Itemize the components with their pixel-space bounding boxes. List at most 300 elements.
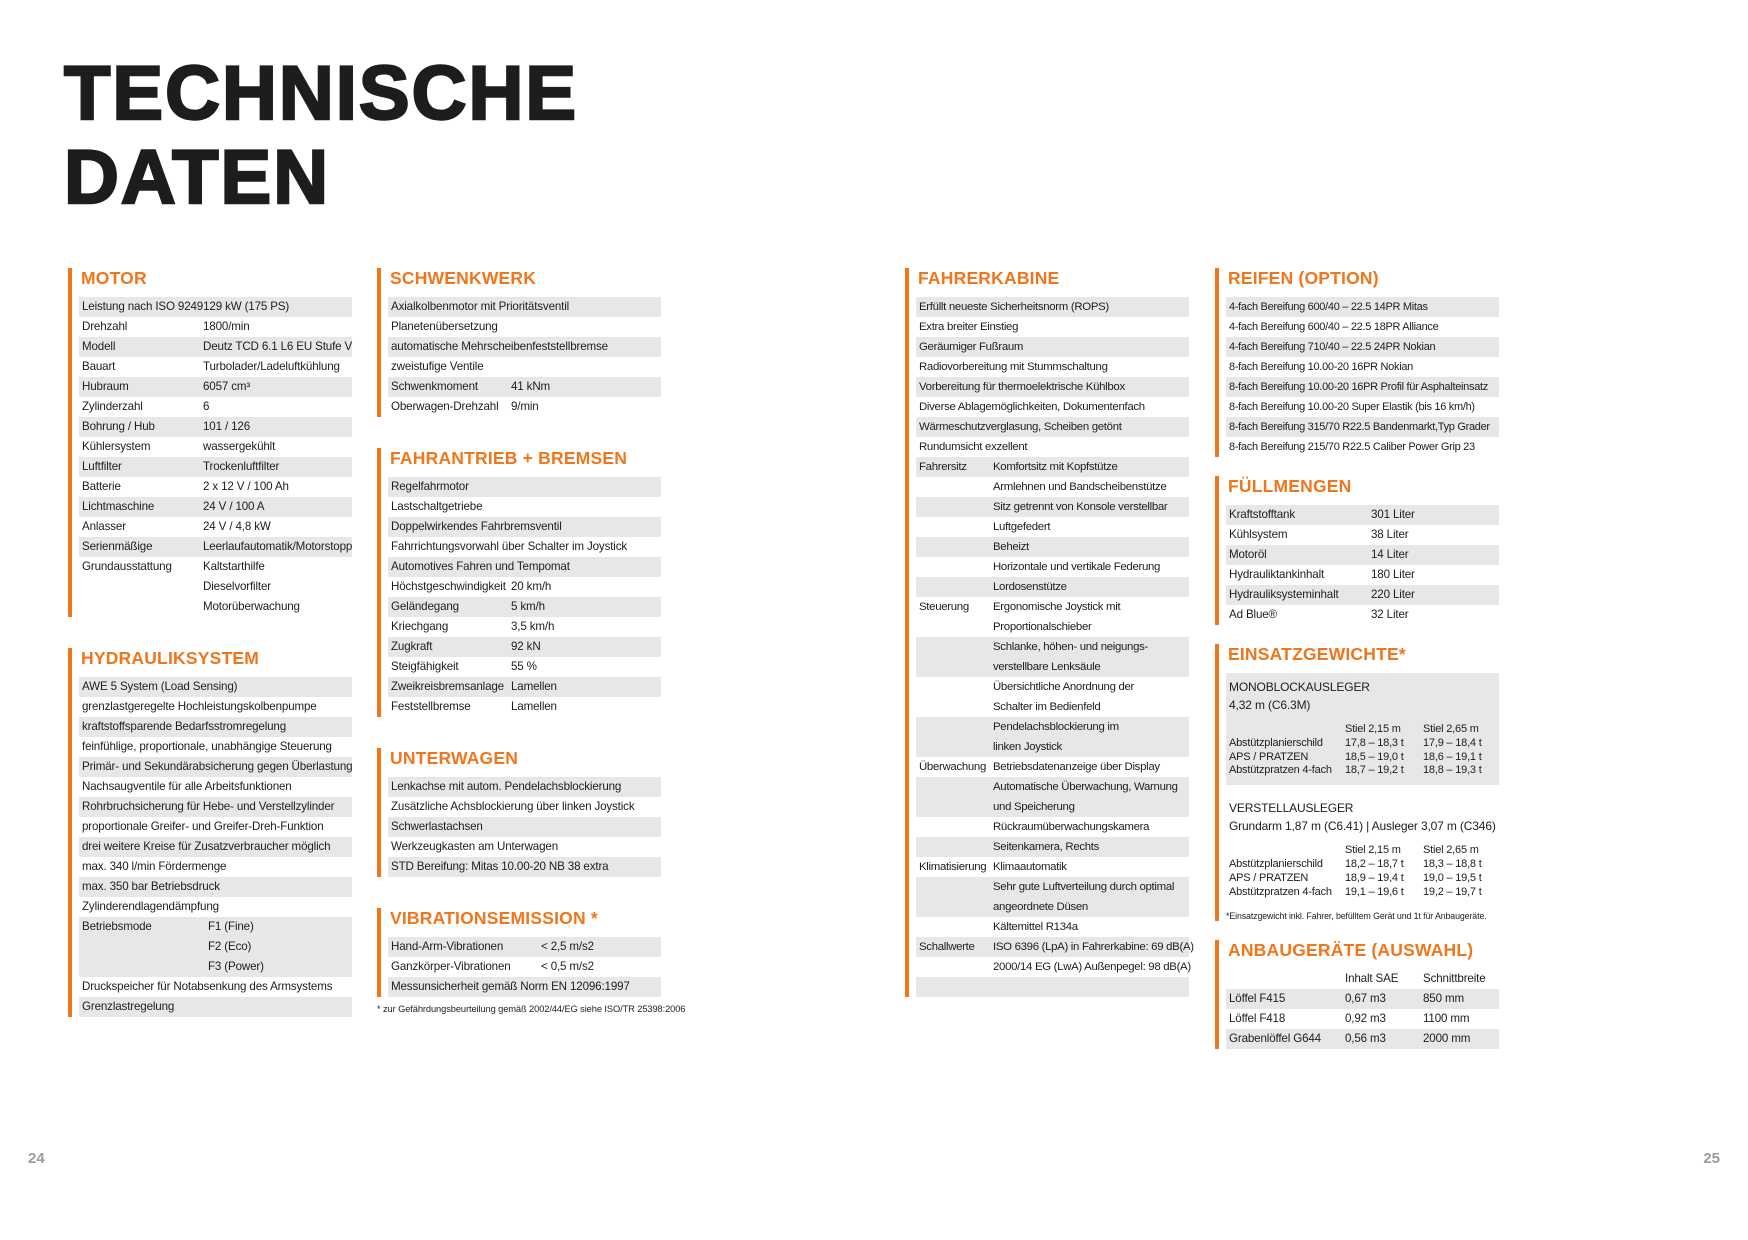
row-values [993,597,1186,637]
row-label: Oberwagen-Drehzahl [391,400,499,413]
table-row [916,517,1189,537]
table-row [1226,505,1499,525]
table-row [916,577,1189,597]
table-row [916,677,1189,717]
column-3 [905,268,1194,1028]
cell: 17,8 – 18,3 t [1345,736,1404,749]
row-values [203,337,352,357]
cell: 0,92 m3 [1345,1012,1386,1026]
section-title: FAHRANTRIEB + BREMSEN [390,448,628,468]
table-row: AWE 5 System (Load Sensing) [79,677,352,697]
row-value: Seitenkamera, Rechts [993,841,1100,853]
row-label [919,557,993,577]
cell: 18,7 – 19,2 t [1345,764,1404,777]
row-label: Fahrersitz [919,461,967,473]
row-value: linken Joystick [993,741,1062,753]
cell: APS / PRATZEN [1229,750,1309,763]
row-value: Ergonomische Joystick mit [993,601,1121,613]
table-row [1229,872,1494,886]
cell: Abstützplanierschild [1229,857,1323,870]
row-label [919,957,993,977]
row-value: 20 km/h [511,580,552,593]
row-values [993,497,1186,517]
weights-subtitle: VERSTELLAUSLEGER [1229,801,1354,816]
table-row [79,377,352,397]
table-row: zweistufige Ventile [391,360,484,373]
row-value: Sehr gute Luftverteilung durch optimal [993,881,1175,893]
row-value: 41 kNm [511,380,551,393]
section-body [1215,476,1499,625]
row-value: wassergekühlt [203,440,276,453]
row-values [203,297,349,317]
table-row [1229,886,1494,900]
row-values [993,457,1186,477]
row-value: Automatische Überwachung, Warnung [993,781,1178,793]
section-rows [1226,297,1499,457]
row-value: < 0,5 m/s2 [541,960,594,973]
table-row [1226,585,1499,605]
row-values [203,417,349,437]
row-value: 220 Liter [1371,588,1415,601]
table-row [388,397,661,417]
table-row: drei weitere Kreise für Zusatzverbraucher möglich [79,837,352,857]
section-title: UNTERWAGEN [390,748,519,768]
row-label: Serienmäßige [82,540,153,553]
row-value: Leerlaufautomatik/Motorstopp [203,540,353,553]
row-values [993,937,1194,957]
table-row: 8-fach Bereifung 215/70 R22.5 Caliber Power Grip 23 [1229,441,1475,453]
row-values [208,917,349,977]
row-label: Hydrauliksysteminhalt [1229,588,1339,601]
table-row [79,517,352,537]
row-value: 32 Liter [1371,608,1409,621]
cell: 17,9 – 18,4 t [1423,736,1482,749]
table-row [1229,751,1494,765]
row-value: 92 kN [511,640,541,653]
weights-subtitle: MONOBLOCKAUSLEGER [1229,680,1370,694]
row-value: 5 km/h [511,600,545,613]
row-label: Feststellbremse [391,700,471,713]
row-label: Motoröl [1229,548,1267,561]
cell: 19,0 – 19,5 t [1423,871,1482,884]
table-row: Geräumiger Fußraum [916,337,1189,357]
section-rows [79,677,352,1017]
table-row [1229,764,1494,778]
section-body [377,748,661,877]
cell: 18,6 – 19,1 t [1423,750,1482,763]
section-unterwagen [377,748,661,877]
row-value: Dieselvorfilter [203,580,271,593]
row-values [511,377,658,397]
row-value: Kältemittel R134a [993,921,1078,933]
table-row [916,937,1194,957]
table-row [916,477,1189,497]
row-value: 24 V / 100 A [203,500,265,513]
row-label: Geländegang [391,600,459,613]
table-row: 8-fach Bereifung 10.00-20 16PR Profil für Asphalteinsatz [1226,377,1499,397]
table-row [79,357,352,377]
table-row [79,397,352,417]
row-label: Höchstgeschwindigkeit [391,580,506,593]
weights-col-header [1229,723,1345,737]
row-value: angeordnete Düsen [993,901,1088,913]
row-values [993,717,1186,757]
section-body [1215,644,1499,921]
row-label: Zweikreisbremsanlage [391,680,504,693]
cell: Löffel F415 [1229,992,1286,1006]
table-row [916,757,1189,777]
table-row: Fahrrichtungsvorwahl über Schalter im Joystick [391,540,628,553]
weights-subtitle: 4,32 m (C6.3M) [1229,698,1311,712]
table-row [916,497,1189,517]
row-value: 2 x 12 V / 100 Ah [203,480,289,493]
table-row: max. 340 l/min Fördermenge [82,860,227,873]
table-row [916,717,1189,757]
row-value: Turbolader/Ladeluftkühlung [203,360,340,373]
row-label: Leistung nach ISO 9249 [82,300,204,313]
table-row: Lastschaltgetriebe [391,500,483,513]
section-rows [916,297,1194,997]
row-value: Armlehnen und Bandscheibenstütze [993,481,1167,493]
section-rows [1226,673,1499,906]
row-values [993,957,1191,977]
row-value: ISO 6396 (LpA) in Fahrerkabine: 69 dB(A) [993,941,1194,953]
page-title-line-2: DATEN [64,134,331,220]
row-label [919,577,993,597]
table-row: 8-fach Bereifung 10.00-20 Super Elastik (bis 16 km/h) [1229,401,1475,413]
row-values [203,377,349,397]
table-row [1226,565,1499,585]
cell: Abstützpratzen 4-fach [1229,764,1332,777]
cell: 18,9 – 19,4 t [1345,871,1404,884]
row-label: Schallwerte [919,941,975,953]
page-number-right: 25 [1703,1150,1720,1167]
table-row: STD Bereifung: Mitas 10.00-20 NB 38 extra [388,857,661,877]
row-values [993,777,1186,817]
row-value: < 2,5 m/s2 [541,940,594,953]
page-title [64,52,578,219]
col-header [1229,969,1345,989]
section-title: FAHRERKABINE [918,268,1060,288]
row-value: 38 Liter [1371,528,1409,541]
cell: 850 mm [1423,992,1464,1006]
table-row [79,537,352,557]
row-value: Lordosenstütze [993,581,1067,593]
row-values [203,477,349,497]
table-row: 4-fach Bereifung 600/40 – 22.5 14PR Mitas [1226,297,1499,317]
row-value: Lamellen [511,700,557,713]
table-row [916,777,1189,817]
row-label: Drehzahl [82,320,128,333]
row-values [993,557,1186,577]
cell: Löffel F418 [1229,1012,1286,1026]
row-label: Kühlersystem [82,440,151,453]
table-row [79,297,352,317]
row-label [919,677,993,717]
row-values [511,697,658,717]
row-values [541,937,658,957]
row-label: Kriechgang [391,620,449,633]
section-rows [79,297,352,617]
table-row [1226,1009,1499,1029]
section-rows [388,477,661,717]
weights-col-header: Stiel 2,65 m [1423,723,1479,735]
table-row: 8-fach Bereifung 315/70 R22.5 Bandenmarkt,Typ Grader [1226,417,1499,437]
row-values [203,457,349,477]
table-row: Wärmeschutzverglasung, Scheiben getönt [916,417,1189,437]
row-value: Klimaautomatik [993,861,1067,873]
row-label: Grundausstattung [82,560,172,573]
table-row [916,877,1189,917]
row-label [919,777,993,817]
row-value: Horizontale und vertikale Federung [993,561,1161,573]
section-reifen [1215,268,1499,457]
row-values [1371,525,1496,545]
table-row [916,957,1189,977]
weights-block [1226,673,1499,785]
row-value: 129 kW (175 PS) [203,300,290,313]
section-rows [388,937,661,997]
table-row: Zylinderendlagendämpfung [82,900,219,913]
row-value: Deutz TCD 6.1 L6 EU Stufe V [203,340,353,353]
table-row [388,657,661,677]
section-rows [1226,969,1499,1049]
section-footnote: *Einsatzgewicht inkl. Fahrer, befülltem Gerät und 1t für Anbaugeräte. [1226,911,1487,922]
weights-col-headers [1229,844,1494,858]
row-values [511,637,658,657]
row-label: Lichtmaschine [82,500,155,513]
row-label: Betriebsmode [82,920,152,933]
section-title: EINSATZGEWICHTE* [1228,644,1406,664]
row-values [541,957,658,977]
row-values [993,917,1186,937]
row-label: Hand-Arm-Vibrationen [391,940,504,953]
section-einsatzgewichte [1215,644,1499,921]
column-1 [68,268,352,1048]
table-row: Planetenübersetzung [391,320,498,333]
row-values [993,477,1186,497]
row-values [203,397,349,417]
table-row [388,697,661,717]
table-row [916,457,1189,477]
table-row [388,937,661,957]
cell: Abstützpratzen 4-fach [1229,885,1332,898]
row-label: Hubraum [82,380,129,393]
table-row: Rundumsicht exzellent [919,441,1028,453]
section-body [1215,940,1499,1049]
section-title: MOTOR [81,268,147,288]
row-label: Kühlsystem [1229,528,1288,541]
row-label [919,817,993,837]
row-values [1371,565,1496,585]
cell: 0,67 m3 [1345,992,1386,1006]
row-values [203,497,349,517]
row-values [1371,605,1496,625]
table-row [916,817,1189,837]
cell: 0,56 m3 [1345,1032,1386,1046]
row-label: Zugkraft [391,640,433,653]
section-rows [388,777,661,877]
table-row: Nachsaugventile für alle Arbeitsfunktionen [82,780,292,793]
row-label: Bohrung / Hub [82,420,155,433]
table-row [916,637,1189,677]
table-row: Radiovorbereitung mit Stummschaltung [919,361,1108,373]
column-2 [377,268,686,1045]
section-title: FÜLLMENGEN [1228,476,1352,496]
table-row [79,497,352,517]
cell: 18,5 – 19,0 t [1345,750,1404,763]
row-label: Steigfähigkeit [391,660,459,673]
row-label [919,877,993,917]
row-value: 1800/min [203,320,250,333]
weights-col-header: Stiel 2,15 m [1345,844,1401,857]
row-label: Anlasser [82,520,126,533]
row-label: Kraftstofftank [1229,508,1295,521]
table-row: proportionale Greifer- und Greifer-Dreh-Funktion [82,820,324,833]
row-label: Luftfilter [82,460,122,473]
row-values [993,537,1186,557]
row-values [203,437,349,457]
row-value: Schlanke, höhen- und neigungs- [993,641,1149,653]
row-values [993,517,1186,537]
section-title: SCHWENKWERK [390,268,537,288]
table-row [79,917,352,977]
row-label: Überwachung [919,761,986,773]
row-label: Ad Blue® [1229,608,1277,621]
section-motor [68,268,352,617]
row-label: Modell [82,340,116,353]
table-row: Diverse Ablagemöglichkeiten, Dokumentenfach [919,401,1145,413]
row-values [993,817,1186,837]
row-value: Betriebsdatenanzeige über Display [993,761,1160,773]
table-row: feinfühlige, proportionale, unabhängige Steuerung [82,740,332,753]
row-value: verstellbare Lenksäule [993,661,1101,673]
table-row [1226,1029,1499,1049]
row-values [511,677,658,697]
section-vibrationsemission [377,908,686,1014]
table-row: Regelfahrmotor [388,477,661,497]
row-label [919,477,993,497]
table-row: 8-fach Bereifung 10.00-20 16PR Nokian [1229,361,1413,373]
row-value: 6 [203,400,210,413]
row-label: Schwenkmoment [391,380,478,393]
row-label: Hydrauliktankinhalt [1229,568,1325,581]
section-fahrantrieb [377,448,661,717]
table-row [388,377,661,397]
row-value: Übersichtliche Anordnung der [993,681,1135,693]
table-row [1226,545,1499,565]
table-row: Druckspeicher für Notabsenkung des Armsystems [82,980,333,993]
section-body [68,648,352,1017]
table-row [79,437,352,457]
section-footnote: * zur Gefährdungsbeurteilung gemäß 2002/44/EG siehe ISO/TR 25398:2006 [377,1004,686,1014]
table-row [388,957,661,977]
table-row [916,917,1189,937]
row-label: Klimatisierung [919,861,987,873]
col-header: Inhalt SAE [1345,972,1399,986]
row-value: und Speicherung [993,801,1075,813]
cell: 18,3 – 18,8 t [1423,857,1482,870]
table-row: Automotives Fahren und Tempomat [388,557,661,577]
row-label: Steuerung [919,601,969,613]
section-body [1215,268,1499,457]
row-label [919,837,993,857]
section-body [377,448,661,717]
row-values [203,357,349,377]
table-row [1226,989,1499,1009]
row-label [919,517,993,537]
row-value: 301 Liter [1371,508,1415,521]
column-4 [1215,268,1499,1068]
table-row: Werkzeugkasten am Unterwagen [391,840,559,853]
weights-col-headers [1229,723,1494,737]
table-row: Primär- und Sekundärabsicherung gegen Überlastung [79,757,352,777]
table-row: Lenkachse mit autom. Pendelachsblockierung [388,777,661,797]
cell: 18,2 – 18,7 t [1345,857,1404,870]
row-value: 6057 cm³ [203,380,251,393]
cell: Grabenlöffel G644 [1229,1032,1321,1046]
section-title: HYDRAULIKSYSTEM [81,648,260,668]
cell: APS / PRATZEN [1229,871,1309,884]
row-value: Motorüberwachung [203,600,300,613]
section-body [377,268,661,417]
row-value: Pendelachsblockierung im [993,721,1119,733]
row-values [203,557,349,617]
weights-block [1226,794,1499,906]
cell: Abstützplanierschild [1229,736,1323,749]
row-label [919,497,993,517]
cell: 19,1 – 19,6 t [1345,885,1404,898]
table-row: 4-fach Bereifung 600/40 – 22.5 18PR Alliance [1229,321,1439,333]
table-row: 4-fach Bereifung 710/40 – 22.5 24PR Nokian [1226,337,1499,357]
row-values [993,677,1186,717]
table-row: Rohrbruchsicherung für Hebe- und Verstellzylinder [79,797,352,817]
row-values [203,317,349,337]
table-row [388,617,661,637]
section-body [377,908,661,997]
table-row [1229,737,1494,751]
section-rows [1226,505,1499,625]
table-row [916,557,1189,577]
row-values [511,397,658,417]
row-value: 9/min [511,400,539,413]
row-label [919,717,993,757]
table-row [916,837,1189,857]
cell: 19,2 – 19,7 t [1423,885,1482,898]
table-row [388,577,661,597]
row-label: Bauart [82,360,116,373]
table-row [388,677,661,697]
row-label [919,917,993,937]
table-row: max. 350 bar Betriebsdruck [79,877,352,897]
row-values [993,637,1186,677]
table-row: Axialkolbenmotor mit Prioritätsventil [388,297,661,317]
row-values [203,537,352,557]
row-value: F3 (Power) [208,960,264,973]
row-values [993,877,1186,917]
section-title: REIFEN (OPTION) [1228,268,1379,288]
row-values [511,617,658,637]
row-values [1371,545,1496,565]
cell: 2000 mm [1423,1032,1471,1046]
section-fuellmengen [1215,476,1499,625]
section-schwenkwerk [377,268,661,417]
row-label: Zylinderzahl [82,400,143,413]
row-label: Ganzkörper-Vibrationen [391,960,511,973]
row-value: 24 V / 4,8 kW [203,520,271,533]
weights-col-header [1229,844,1345,858]
table-row [79,417,352,437]
